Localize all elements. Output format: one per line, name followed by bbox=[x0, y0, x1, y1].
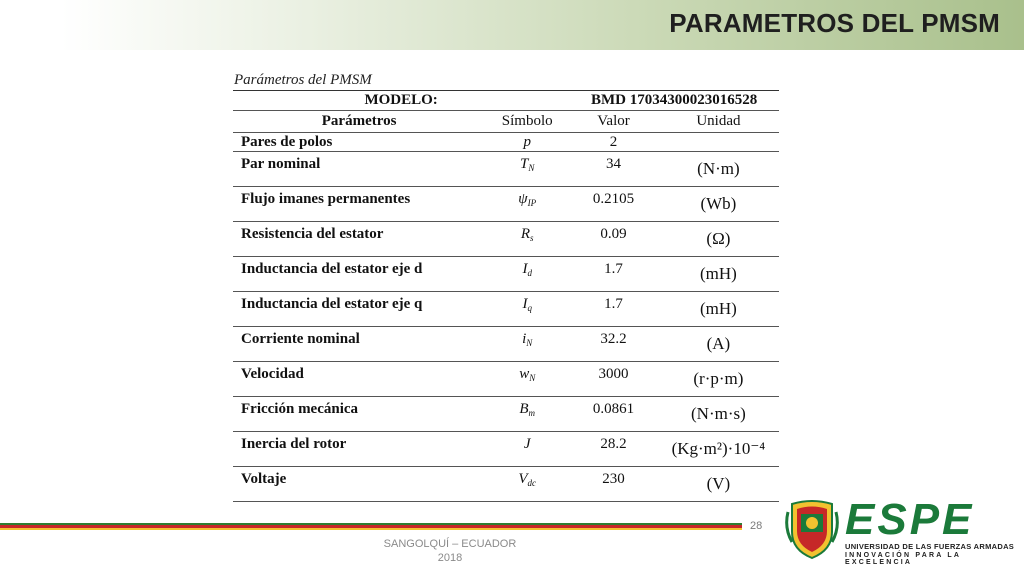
university-crest-icon bbox=[784, 498, 840, 562]
symbol-base: I bbox=[522, 261, 528, 277]
symbol-base: ψ bbox=[518, 191, 528, 207]
symbol-subscript: d bbox=[527, 268, 532, 278]
header-simbolo: Símbolo bbox=[485, 111, 569, 133]
param-name: Fricción mecánica bbox=[233, 397, 485, 432]
table-row bbox=[233, 432, 779, 467]
param-name: Velocidad bbox=[233, 362, 485, 397]
param-symbol bbox=[485, 432, 569, 467]
symbol-subscript: m bbox=[528, 408, 536, 418]
param-unit: (r·p·m) bbox=[658, 362, 779, 397]
param-symbol bbox=[485, 327, 569, 362]
param-symbol bbox=[485, 133, 569, 152]
parameters-table bbox=[233, 90, 779, 502]
footer-year: 2018 bbox=[437, 552, 463, 564]
param-symbol bbox=[485, 222, 569, 257]
table-row bbox=[233, 222, 779, 257]
param-unit: (mH) bbox=[658, 292, 779, 327]
param-value: 0.0861 bbox=[569, 397, 658, 432]
symbol-base: p bbox=[523, 133, 531, 150]
table-row bbox=[233, 292, 779, 327]
symbol-base: i bbox=[522, 331, 527, 347]
param-name: Voltaje bbox=[233, 467, 485, 502]
param-value: 3000 bbox=[569, 362, 658, 397]
param-value: 1.7 bbox=[569, 292, 658, 327]
footer-text bbox=[370, 537, 530, 565]
model-row bbox=[233, 91, 779, 111]
symbol-subscript: dc bbox=[527, 478, 537, 488]
param-value: 0.09 bbox=[569, 222, 658, 257]
param-unit: (Ω) bbox=[658, 222, 779, 257]
param-value: 34 bbox=[569, 152, 658, 187]
slide-title: PARAMETROS DEL PMSM bbox=[669, 8, 1000, 38]
espe-tagline-university: UNIVERSIDAD DE LAS FUERZAS ARMADAS bbox=[845, 542, 1015, 551]
footer-tricolor-line bbox=[0, 523, 742, 531]
param-name: Inductancia del estator eje d bbox=[233, 257, 485, 292]
param-symbol bbox=[485, 292, 569, 327]
param-name: Flujo imanes permanentes bbox=[233, 187, 485, 222]
param-value: 2 bbox=[569, 133, 658, 152]
table-caption: Parámetros del PMSM bbox=[234, 72, 372, 88]
table-row bbox=[233, 467, 779, 502]
page-number: 28 bbox=[750, 520, 763, 532]
symbol-base: R bbox=[520, 226, 531, 242]
param-value: 32.2 bbox=[569, 327, 658, 362]
model-value: BMD 17034300023016528 bbox=[569, 91, 779, 111]
param-unit: (A) bbox=[658, 327, 779, 362]
footer-location: SANGOLQUÍ – ECUADOR bbox=[383, 538, 517, 550]
param-name: Resistencia del estator bbox=[233, 222, 485, 257]
model-label: MODELO: bbox=[233, 91, 569, 111]
header-row bbox=[233, 111, 779, 133]
espe-logo bbox=[845, 495, 1024, 566]
table-row bbox=[233, 133, 779, 152]
param-value: 28.2 bbox=[569, 432, 658, 467]
table-row bbox=[233, 257, 779, 292]
param-unit bbox=[658, 133, 779, 152]
param-unit: (V) bbox=[658, 467, 779, 502]
symbol-subscript: q bbox=[527, 303, 532, 313]
header-parametros: Parámetros bbox=[233, 111, 485, 133]
table-row bbox=[233, 327, 779, 362]
param-name: Inductancia del estator eje q bbox=[233, 292, 485, 327]
table-row bbox=[233, 187, 779, 222]
param-symbol bbox=[485, 397, 569, 432]
param-value: 0.2105 bbox=[569, 187, 658, 222]
espe-tagline-innovation: INNOVACIÓN PARA LA EXCELENCIA bbox=[845, 552, 961, 566]
symbol-base: V bbox=[518, 471, 528, 487]
symbol-subscript: N bbox=[526, 338, 533, 348]
param-unit: (N·m·s) bbox=[658, 397, 779, 432]
symbol-subscript: s bbox=[530, 233, 534, 243]
espe-wordmark: ESPE bbox=[845, 495, 975, 544]
param-unit: (mH) bbox=[658, 257, 779, 292]
param-name: Pares de polos bbox=[233, 133, 485, 152]
symbol-base: B bbox=[519, 401, 529, 417]
param-symbol bbox=[485, 362, 569, 397]
param-value: 1.7 bbox=[569, 257, 658, 292]
param-name: Par nominal bbox=[233, 152, 485, 187]
symbol-base: J bbox=[523, 436, 531, 452]
symbol-base: T bbox=[520, 156, 529, 172]
param-symbol bbox=[485, 467, 569, 502]
param-unit: (Kg·m²)·10⁻⁴ bbox=[658, 432, 779, 467]
param-unit: (N·m) bbox=[658, 152, 779, 187]
param-unit: (Wb) bbox=[658, 187, 779, 222]
param-value: 230 bbox=[569, 467, 658, 502]
table-row bbox=[233, 152, 779, 187]
symbol-subscript: N bbox=[529, 373, 536, 383]
header-unidad: Unidad bbox=[658, 111, 779, 133]
symbol-base: I bbox=[522, 296, 528, 312]
param-symbol bbox=[485, 152, 569, 187]
table-row bbox=[233, 397, 779, 432]
param-symbol bbox=[485, 257, 569, 292]
param-name: Corriente nominal bbox=[233, 327, 485, 362]
symbol-subscript: IP bbox=[527, 198, 537, 208]
header-valor: Valor bbox=[569, 111, 658, 133]
symbol-base: w bbox=[519, 366, 530, 382]
symbol-subscript: N bbox=[528, 163, 535, 173]
param-name: Inercia del rotor bbox=[233, 432, 485, 467]
param-symbol bbox=[485, 187, 569, 222]
table-row bbox=[233, 362, 779, 397]
